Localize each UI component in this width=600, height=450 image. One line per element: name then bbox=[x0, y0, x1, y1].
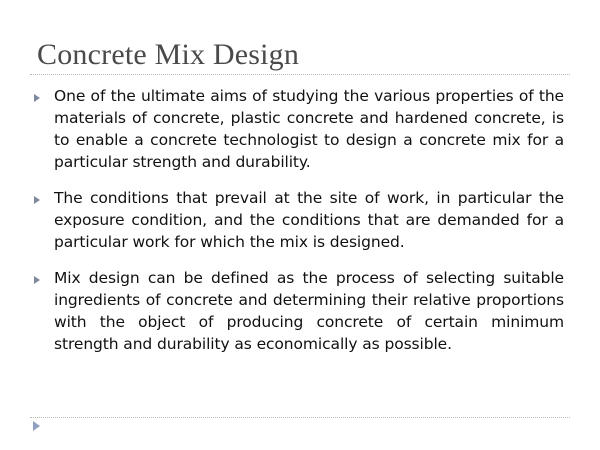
list-item bbox=[34, 187, 564, 253]
triangle-bullet-icon bbox=[34, 276, 40, 284]
slide-title: Concrete Mix Design bbox=[37, 38, 300, 71]
title-divider bbox=[30, 74, 570, 75]
bullet-list bbox=[34, 85, 564, 369]
footer-divider bbox=[30, 417, 570, 418]
list-item bbox=[34, 267, 564, 355]
triangle-bullet-icon bbox=[34, 94, 40, 102]
triangle-bullet-icon bbox=[34, 196, 40, 204]
bullet-text: The conditions that prevail at the site of work, in particular the exposure condition, and the conditions that are demanded for a particular work for which the mix is designed. bbox=[54, 189, 564, 251]
list-item bbox=[34, 85, 564, 173]
bullet-text: Mix design can be defined as the process of selecting suitable ingredients of concrete and determining their relative proportions with the object of producing concrete of certain minimum strength and durability as economically as possible. bbox=[54, 269, 564, 353]
bullet-text: One of the ultimate aims of studying the various properties of the materials of concrete, plastic concrete and hardened concrete, is to enable a concrete technologist to design a concrete mix for a particular strength and durability. bbox=[54, 87, 564, 171]
next-slide-arrow-icon[interactable] bbox=[33, 421, 40, 431]
